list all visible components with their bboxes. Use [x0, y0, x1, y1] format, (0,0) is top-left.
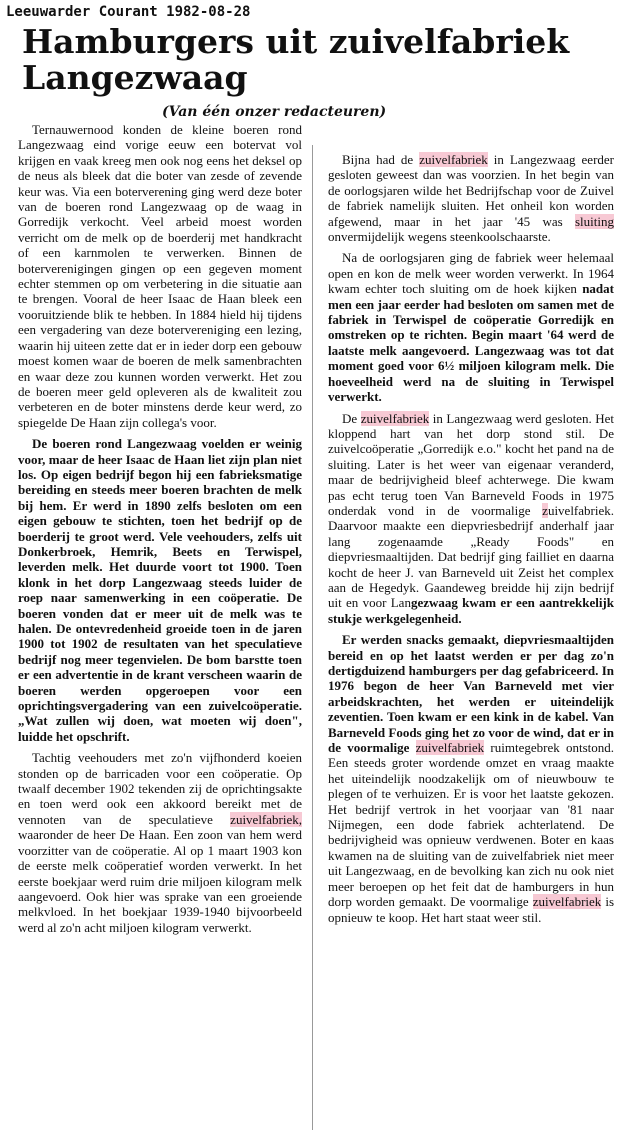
paragraph-7-text-c: is opnieuw te koop. Het hart staat weer stil.	[328, 894, 614, 925]
paragraph-4-text-b: in Langezwaag eerder gesloten geweest dan was voorzien. In het begin van de oorlogsjaren wilde het Bedrijfschap voor de Zuivel de fabriek namelijk sluiten. Het onheil kon worden afgewend, maar in het jaar '45 was	[328, 152, 614, 229]
paragraph-5	[328, 250, 614, 404]
paragraph-4	[328, 152, 614, 244]
paragraph-4-text-a: Bijna had de	[342, 152, 420, 167]
paragraph-7-text-b: ruimtegebrek ontstond. Een steeds groter wordende omzet en vraag maakte het uiteindelijk noodzakelijk om of nieuwbouw te plegen of te verhuizen. Er is voor het laatste gekozen. Het bedrijf vertrok in het voorjaar van '81 naar Nijmegen, een dode fabriek achterlatend. De bedrijvigheid was opnieuw verdwenen. Boter en kaas kwamen na de sluiting van de zuivelfabriek niet meer uit Langezwaag, en de bevolking kan zich nu ook niet meer beroepen op het feit dat de hamburgers in hun dorp worden gemaakt. De voormalige	[328, 740, 615, 910]
right-column	[328, 152, 614, 931]
column-rule	[312, 145, 313, 1130]
highlight-z: z	[542, 502, 548, 518]
paragraph-7	[328, 632, 614, 925]
highlight-sluiting: sluiting	[574, 213, 614, 229]
paragraph-7-text-a: Er werden snacks gemaakt, diepvriesmaaltijden bereid en op het laatst werden er per dag zo'n dertigduizend hamburgers per dag gefabriceerd. In 1976 begon de heer Van Barneveld met vier arbeidskrachten, het werden er uiteindelijk zeventien. Toen kwam er een kink in de kabel. Van Barneveld Foods ging het zo voor de wind, dat er in de voormalige	[328, 632, 614, 756]
paragraph-6	[328, 411, 614, 627]
highlight-zuivelfabriek: zuivelfabriek	[532, 894, 602, 910]
highlight-zuivelfabriek: zuivelfabriek	[419, 152, 488, 167]
paragraph-6-text-a: De	[342, 410, 361, 426]
headline: Hamburgers uit zuivelfabriek Langezwaag	[22, 22, 570, 97]
paragraph-6-text-b: in Langezwaag werd gesloten. Het kloppend hart van het dorp stond stil. De zuivelcoöperatie „Gorredijk e.o." kocht het pand na de sluiting. Later is het weer van eigenaar veranderd, maar de bedrijvigheid bleef achterwege. Die kwam pas echt terug toen Van Barneveld Foods in 1975 onderdak vond in de voormalige	[328, 410, 614, 518]
byline: (Van één onzer redacteuren)	[162, 104, 387, 120]
paragraph-3	[18, 750, 302, 935]
paragraph-3-text-b: waaronder de heer De Haan. Een zoon van hem werd voorzitter van de coöperatie. Al op 1 maart 1903 kon de eerste melk coöperatief worden verwerkt. In het eerste boekjaar werd ruim drie miljoen kilogram melk aangevoerd. Ook hier was sprake van een groeiende melkvloed. In het boekjaar 1939-1940 bijvoorbeeld werd al zo'n acht miljoen kilogram verwerkt.	[18, 827, 302, 935]
paragraph-5-bold: nadat men een jaar eerder had besloten om samen met de fabriek in Terwispel de coöperatie Gorredijk en omstreken op te richten. Begin maart '64 werd de laatste melk aangevoerd. Langezwaag was tot dat moment goed voor 6½ miljoen kilogram melk. Die hoeveelheid werd na de sluiting in Terwispel verwerkt.	[328, 281, 614, 405]
newspaper-source: Leeuwarder Courant 1982-08-28	[6, 4, 251, 20]
paragraph-6-text-c: uivelfabriek. Daarvoor maakte een diepvriesbedrijf anderhalf jaar lang zogenaamde „Ready Foods" en diepvriesmaaltijden. Dat bedrijf ging failliet en daarna kocht de heer J. van Barneveld uit Zeist het complex aan de Hegedyk. Gaandeweg breidde hij zijn bedrijf uit en voor Lan	[328, 502, 614, 611]
highlight-zuivelfabriek: zuivelfabriek	[360, 410, 430, 426]
paragraph-4-text-c: onvermijdelijk wegens steenkoolschaarste.	[328, 229, 551, 245]
paragraph-6-bold: gezwaag kwam er een aantrekkelijk stukje werkgelegenheid.	[328, 595, 614, 626]
paragraph-1-lead: Ternauwernood konden de kleine boeren rond Langezwaag eind vorige eeuw een botervat vol krijgen en vaak kreeg men ook nog eens het deksel op de neus als bleek dat die boter van zesde of zevende keur was. Via een boterverening ging werd deze boter van de boeren rond Langezwaag op de waag in Gorredijk verkocht. Veel arbeid moest worden verricht om de melk op de boerderij met handkracht of een karnmolen te verwerken. Binnen de boterverenigingen gingen op een gegeven moment echter stemmen op om verbetering in die situatie aan te brengen. Vooral de heer Isaac de Haan bleek een vooruitziende blik te hebben. In 1884 hield hij tijdens een vergadering van deze botervereniging een lezing, waarin hij uiteen zette dat er in ieder dorp een gebouw moest komen waar de boeren de melk samenbrachten en waar deze zou kunnen worden verwerkt. Het zou de boeren meer geld opleveren als de kwaliteit zou verbeteren en de boter minstens derde keur werd, zo spiegelde De Haan zijn collega's voor.	[18, 122, 302, 430]
paragraph-5-text-a: Na de oorlogsjaren ging de fabriek weer helemaal open en kon de melk weer worden verwerkt. In 1964 kwam echter toch sluiting om de hoek kijken	[328, 250, 614, 297]
highlight-zuivelfabriek: zuivelfabriek	[415, 740, 485, 756]
highlight-zuivelfabriek: zuivelfabriek,	[230, 811, 302, 827]
paragraph-2: De boeren rond Langezwaag voelden er weinig voor, maar de heer Isaac de Haan liet zijn plan niet los. Op eigen bedrijf begon hij een fabrieksmatige bereiding en steeds meer boeren brachten de melk bij hem. Er werd in 1890 zelfs besloten om een eigen gebouw te stichten, toen het bedrijf op de boerderij te groot werd. Vele veehouders, zelfs uit Donkerbroek, Hemrik, Beets en Terwispel, leverden melk. Het duurde voort tot 1900. Toen klonk in het dorp Langezwaag steeds luider de roep naar samenwerking in een coöperatie. De boeren vonden dat er meer uit de melk was te halen. De ontevredenheid groeide toen in de jaren 1900 tot 1902 de resultaten van het speculatieve bedrijf nog meer tegenvielen. De bom barstte toen er een advertentie in de krant verscheen waarin de boeren werden opgeroepen voor een oprichtingsvergadering van een zuivelcoöperatie. „Wat zullen wij doen, wat moeten wij doen", luidde het opschrift.	[18, 436, 302, 744]
left-column	[18, 122, 302, 941]
paragraph-3-text-a: Tachtig veehouders met zo'n vijfhonderd koeien stonden op de barricaden voor een coöperatie. Op twaalf december 1902 tekenden zij de oprichtingsakte en toen werd ook een akkoord bereikt met de vennoten van de speculatieve	[18, 750, 302, 827]
